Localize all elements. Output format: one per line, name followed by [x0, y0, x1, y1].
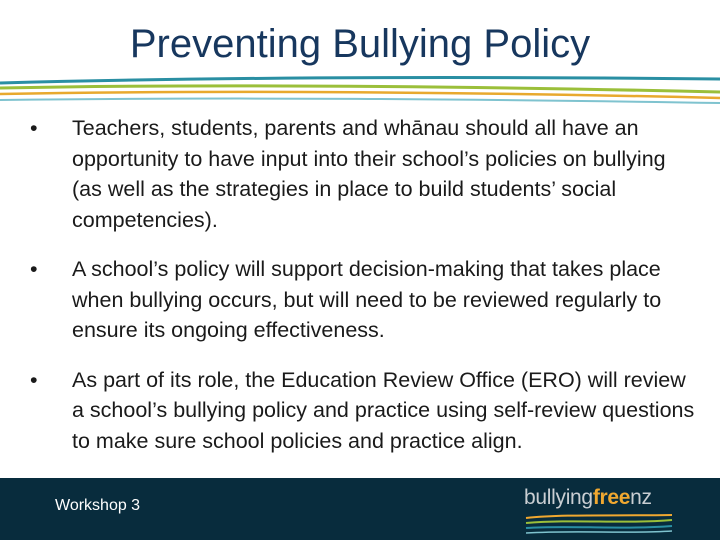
bullet-marker: •: [30, 116, 38, 140]
bullet-item: [30, 113, 700, 235]
stripe-yellow: [0, 92, 720, 98]
bullet-marker: •: [30, 257, 38, 281]
slide-title: Preventing Bullying Policy: [129, 22, 591, 66]
bullet-list: [30, 113, 700, 475]
logo-text-accent: free: [592, 486, 631, 509]
bullet-text: Teachers, students, parents and whānau should all have an opportunity to have input into their school’s policies on bullying (as well as the strategies in place to build students’ social competencies).: [72, 116, 666, 232]
bullyingfreenz-logo: [524, 486, 674, 536]
bullet-item: [30, 254, 700, 346]
footer-bar: [0, 478, 720, 540]
logo-text: [524, 486, 674, 510]
logo-text-part1: bullying: [524, 486, 593, 509]
logo-text-part3: nz: [630, 486, 652, 509]
logo-waves-icon: [524, 512, 674, 536]
bullet-item: [30, 365, 700, 457]
stripe-teal-light: [0, 99, 720, 103]
footer-label: Workshop 3: [55, 497, 141, 514]
bullet-text: A school’s policy will support decision-making that takes place when bullying occurs, but will need to be reviewed regularly to ensure its ongoing effectiveness.: [72, 257, 662, 342]
decorative-stripes: [0, 70, 720, 110]
bullet-marker: •: [30, 367, 38, 392]
bullet-text: As part of its role, the Education Review Office (ERO) will review a school’s bullying policy and practice using self-review questions to make sure school policies and practice align.: [72, 367, 695, 453]
stripe-teal: [0, 78, 720, 83]
